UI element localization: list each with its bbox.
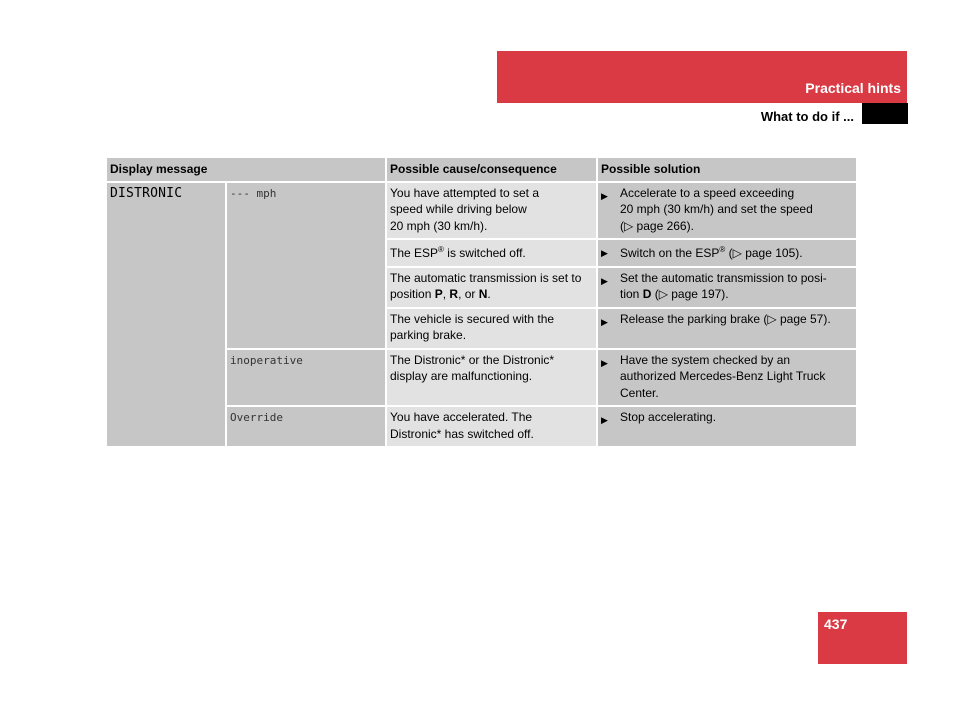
header-possible-solution: Possible solution bbox=[597, 158, 856, 182]
cause-line: speed while driving below bbox=[390, 202, 527, 216]
cause-line: You have accelerated. The bbox=[390, 410, 533, 424]
solution-text: Switch on the ESP bbox=[620, 246, 720, 260]
header-possible-cause: Possible cause/consequence bbox=[386, 158, 597, 182]
sub-message-inoperative: inoperative bbox=[230, 353, 303, 367]
cause-cell bbox=[386, 182, 597, 240]
solution-text: (▷ page 105). bbox=[725, 246, 803, 260]
cause-line: You have attempted to set a bbox=[390, 185, 539, 200]
page-number-box bbox=[818, 612, 907, 664]
solution-line: Set the automatic transmission to posi- bbox=[620, 270, 827, 285]
registered-mark: ® bbox=[438, 245, 444, 254]
solution-text: tion bbox=[620, 287, 643, 301]
sub-message-cell bbox=[226, 182, 386, 349]
gear-d: D bbox=[642, 287, 652, 301]
header-display-message: Display message bbox=[107, 158, 386, 182]
cause-cell bbox=[386, 239, 597, 267]
solution-cell bbox=[597, 349, 856, 407]
gear-p: P bbox=[434, 287, 443, 301]
solution-cell bbox=[597, 182, 856, 240]
solution-line: Have the system checked by an bbox=[620, 352, 791, 367]
cause-line: Distronic* has switched off. bbox=[390, 426, 534, 441]
cause-line: parking brake. bbox=[390, 328, 467, 342]
sub-message-cell bbox=[226, 406, 386, 446]
triangle-right-bullet-icon: ▶ bbox=[601, 248, 608, 258]
solution-line: (▷ page 266). bbox=[620, 218, 694, 233]
solution-line: Center. bbox=[620, 385, 659, 400]
cause-text: position bbox=[390, 287, 435, 301]
solution-cell bbox=[597, 239, 856, 267]
solution-cell bbox=[597, 406, 856, 446]
section-marker-tab bbox=[862, 103, 908, 124]
sub-message-mph: --- mph bbox=[230, 186, 277, 200]
solution-line: 20 mph (30 km/h) and set the speed bbox=[620, 202, 813, 216]
cause-text: The ESP bbox=[390, 246, 439, 260]
sub-message-cell bbox=[226, 349, 386, 407]
table-header-row bbox=[107, 158, 856, 182]
solution-line bbox=[620, 286, 827, 303]
cause-cell bbox=[386, 308, 597, 349]
triangle-right-bullet-icon: ▶ bbox=[601, 415, 608, 425]
solution-line: authorized Mercedes-Benz Light Truck bbox=[620, 369, 826, 383]
solution-line: Stop accelerating. bbox=[620, 410, 717, 424]
triangle-right-bullet-icon: ▶ bbox=[601, 190, 608, 201]
triangle-right-bullet-icon: ▶ bbox=[601, 316, 608, 327]
cause-line: display are malfunctioning. bbox=[390, 369, 533, 383]
triangle-right-bullet-icon: ▶ bbox=[601, 357, 608, 368]
cause-text: , bbox=[442, 287, 450, 301]
solution-cell bbox=[597, 308, 856, 349]
registered-mark: ® bbox=[719, 245, 726, 254]
cause-cell bbox=[386, 406, 597, 446]
page-number: 437 bbox=[824, 616, 848, 632]
section-title: Practical hints bbox=[805, 80, 901, 96]
cause-text: , or bbox=[458, 287, 479, 301]
display-message-text: DISTRONIC bbox=[110, 185, 183, 201]
cause-line bbox=[390, 286, 593, 303]
gear-n: N bbox=[478, 287, 488, 301]
solution-line: Release the parking brake (▷ page 57). bbox=[620, 311, 831, 326]
table-row bbox=[107, 182, 856, 240]
solution-line: Accelerate to a speed exceeding bbox=[620, 185, 795, 200]
cause-line: The vehicle is secured with the bbox=[390, 311, 555, 326]
cause-cell bbox=[386, 267, 597, 308]
cause-line: The Distronic* or the Distronic* bbox=[390, 352, 555, 367]
display-message-table bbox=[107, 158, 856, 446]
cause-text: is switched off. bbox=[443, 246, 526, 260]
display-message-cell bbox=[107, 182, 226, 447]
cause-line: 20 mph (30 km/h). bbox=[390, 218, 488, 233]
sub-message-override: Override bbox=[230, 411, 283, 424]
solution-text: (▷ page 197). bbox=[651, 287, 729, 301]
solution-cell bbox=[597, 267, 856, 308]
cause-line: The automatic transmission is set to bbox=[390, 270, 582, 285]
cause-cell bbox=[386, 349, 597, 407]
gear-r: R bbox=[449, 287, 459, 301]
sub-title: What to do if ... bbox=[760, 109, 854, 124]
cause-text: . bbox=[487, 287, 491, 301]
triangle-right-bullet-icon: ▶ bbox=[601, 275, 608, 286]
